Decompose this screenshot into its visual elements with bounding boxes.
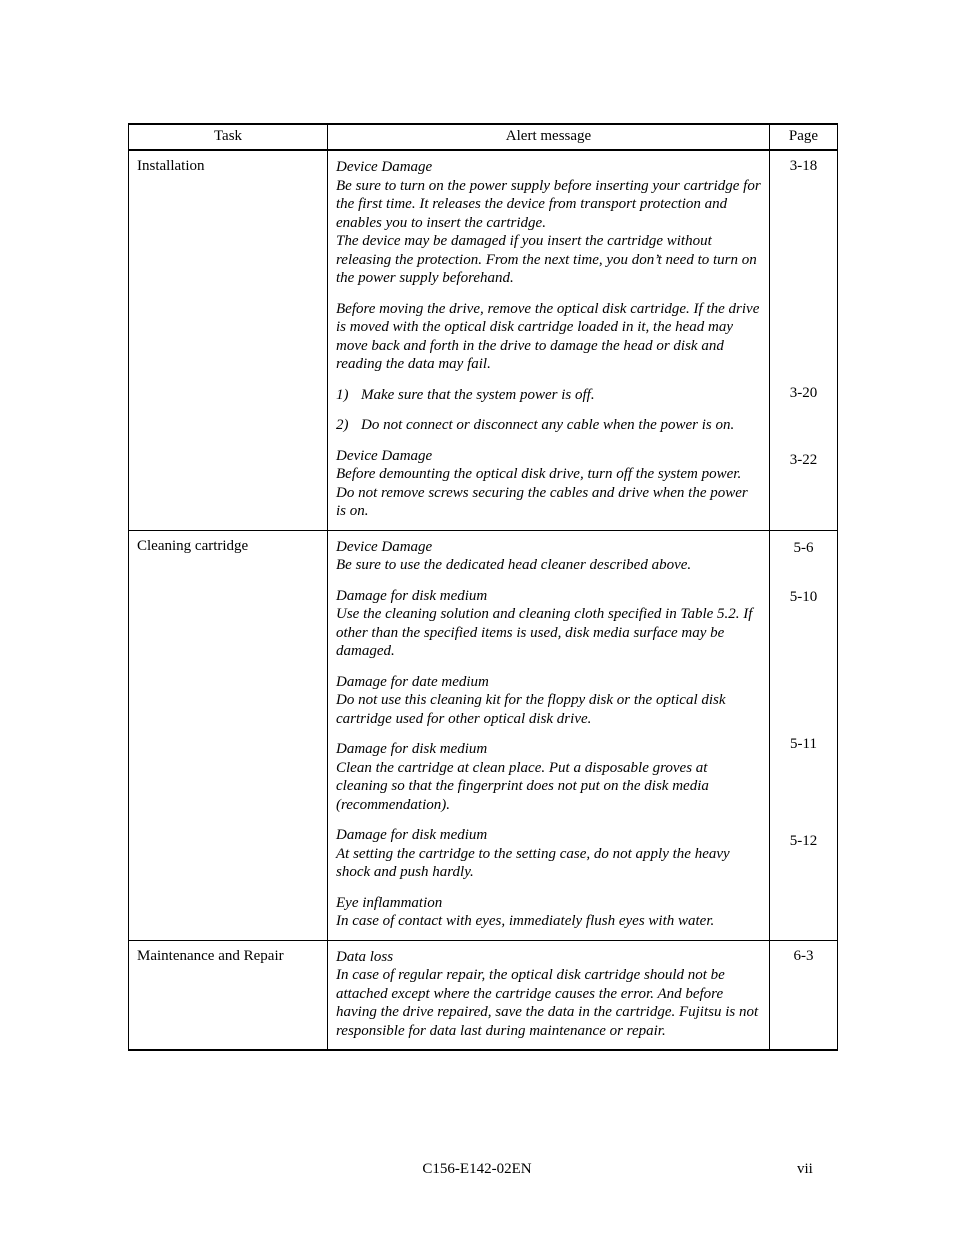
page-cell	[770, 150, 838, 530]
alert-body: In case of regular repair, the optical disk cartridge should not be attached except where the cartridge causes the error. And before having the drive repaired, save the data in the cartridge. Fujitsu is not responsible for data last during maintenance or repair.	[336, 967, 759, 1039]
header-task: Task	[129, 124, 328, 150]
page-reference: 3-18	[789, 158, 818, 174]
footer-doc-code: C156-E142-02EN	[422, 1161, 532, 1177]
alert-title: Device Damage	[336, 447, 433, 464]
alert-title: Device Damage	[336, 159, 433, 175]
header-page: Page	[770, 124, 838, 150]
page-reference: 5-11	[790, 735, 817, 752]
numbered-item	[336, 386, 761, 405]
footer-page-number: vii	[797, 1161, 813, 1177]
table-row	[129, 150, 838, 530]
page-reference: 3-20	[789, 385, 818, 401]
alert-block	[336, 819, 761, 887]
alert-message-cell	[328, 150, 770, 530]
alert-block	[336, 440, 761, 526]
numbered-item	[336, 416, 761, 435]
alert-title: Damage for disk medium	[336, 741, 488, 757]
page-reference: 5-10	[789, 588, 818, 605]
table-row	[129, 940, 838, 1050]
alert-table	[128, 123, 838, 1051]
alert-body: Clean the cartridge at clean place. Put a disposable groves at cleaning so that the fingerprint does not put on the disk media (recommendation).	[336, 759, 709, 813]
item-text: Do not connect or disconnect any cable when the power is on.	[361, 417, 735, 433]
alert-title: Data loss	[336, 948, 394, 965]
alert-title: Damage for date medium	[336, 673, 489, 690]
alert-body: Be sure to turn on the power supply before inserting your cartridge for the first time. It releases the device from transport protection and enables you to insert the cartridge. The device may be damaged if you insert the cartridge without releasing the protection. From the next time, you don’t need to turn on the power supply beforehand.	[336, 177, 761, 286]
task-cell: Installation	[129, 150, 328, 530]
page-cell	[770, 530, 838, 940]
alert-block	[336, 379, 761, 410]
task-cell: Maintenance and Repair	[129, 940, 328, 1050]
alert-block	[336, 531, 761, 580]
alert-title: Damage for disk medium	[336, 587, 488, 604]
alert-body: Before demounting the optical disk drive, turn off the system power. Do not remove screws securing the cables and drive when the power is on.	[336, 466, 748, 519]
item-text: Make sure that the system power is off.	[361, 386, 595, 403]
alert-block	[336, 887, 761, 936]
alert-block	[336, 580, 761, 666]
page-reference: 5-6	[793, 539, 814, 556]
page-cell	[770, 940, 838, 1050]
alert-body: In case of contact with eyes, immediately flush eyes with water.	[336, 913, 715, 929]
table-row	[129, 530, 838, 940]
alert-block	[336, 151, 761, 293]
alert-body: At setting the cartridge to the setting case, do not apply the heavy shock and push hardly.	[336, 845, 730, 880]
alert-body: Use the cleaning solution and cleaning cloth specified in Table 5.2. If other than the specified items is used, disk media surface may be damaged.	[336, 606, 753, 659]
alert-title: Damage for disk medium	[336, 827, 488, 843]
table-header-row	[129, 124, 838, 150]
alert-body: Be sure to use the dedicated head cleaner described above.	[336, 557, 692, 573]
page-reference: 5-12	[789, 832, 818, 849]
alert-message-cell	[328, 940, 770, 1050]
alert-title: Eye inflammation	[336, 894, 443, 911]
alert-block	[336, 293, 761, 379]
alert-block	[336, 941, 761, 1046]
alert-body: Do not use this cleaning kit for the floppy disk or the optical disk cartridge used for other optical disk drive.	[336, 692, 726, 727]
alert-block	[336, 666, 761, 734]
alert-block	[336, 733, 761, 819]
item-number: 2)	[336, 417, 349, 433]
table-body	[129, 150, 838, 1050]
alert-message-cell	[328, 530, 770, 940]
header-alert-message: Alert message	[328, 124, 770, 150]
alert-block	[336, 409, 761, 440]
alert-body: Before moving the drive, remove the optical disk cartridge. If the drive is moved with the optical disk cartridge loaded in it, the head may move back and forth in the drive to damage the head or disk and reading the data may fail.	[336, 300, 760, 372]
alert-title: Device Damage	[336, 538, 433, 555]
task-cell: Cleaning cartridge	[129, 530, 328, 940]
item-number: 1)	[336, 386, 349, 403]
page-reference: 3-22	[789, 452, 818, 468]
page-reference: 6-3	[793, 947, 814, 964]
